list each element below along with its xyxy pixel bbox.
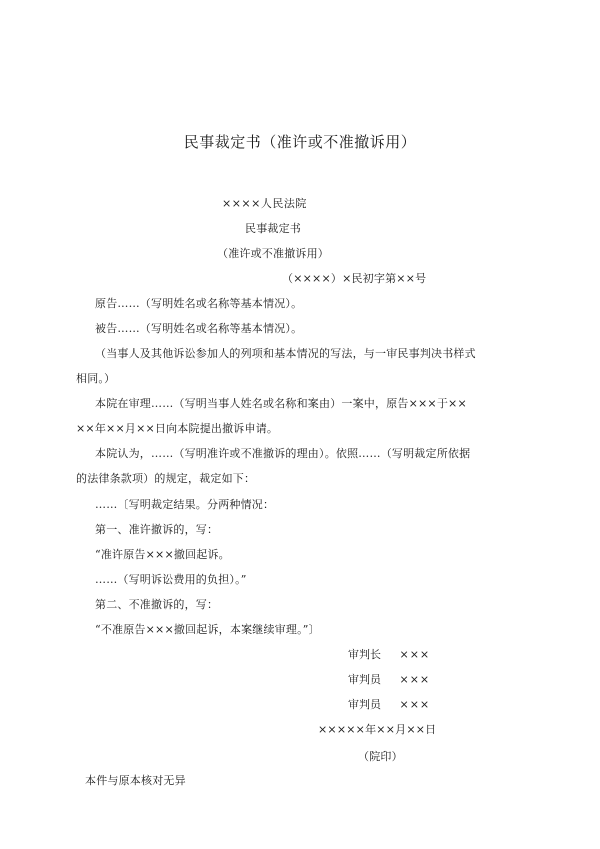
signature-role: 审判长 — [348, 648, 381, 661]
option-1-line-1: “准许原告×××撤回起诉。 — [95, 548, 230, 561]
document-subtype: （准许或不准撤诉用） — [217, 247, 329, 260]
case-line-2: ××年××月××日向本院提出撤诉申请。 — [76, 422, 279, 435]
court-name: ××××人民法院 — [222, 197, 307, 210]
signature-judge-1 — [348, 673, 430, 687]
signature-name: ××× — [399, 648, 431, 661]
signature-role: 审判员 — [348, 698, 381, 711]
signature-role: 审判员 — [348, 673, 381, 686]
reason-line-2: 的法律条款项）的规定，裁定如下： — [76, 472, 256, 485]
document-title: 民事裁定书（准许或不准撤诉用） — [183, 133, 417, 151]
document-type: 民事裁定书 — [245, 222, 301, 235]
case-line-1: 本院在审理……（写明当事人姓名或名称和案由）一案中，原告×××于×× — [95, 397, 467, 410]
option-1-line-2: ……（写明诉讼费用的负担）。” — [95, 573, 247, 586]
note-line-2: 相同。） — [76, 372, 116, 385]
signature-name: ××× — [399, 698, 431, 711]
court-seal: （院印） — [358, 750, 403, 763]
defendant-line: 被告……（写明姓名或名称等基本情况）。 — [95, 322, 303, 335]
plaintiff-line: 原告……（写明姓名或名称等基本情况）。 — [95, 297, 303, 310]
signature-name: ××× — [399, 673, 431, 686]
note-line-1: （当事人及其他诉讼参加人的列项和基本情况的写法，与一审民事判决书样式 — [95, 347, 476, 360]
signature-chief-judge — [348, 648, 430, 662]
ruling-date: ×××××年××月××日 — [318, 723, 437, 736]
signature-judge-2 — [348, 698, 430, 712]
certification-note: 本件与原本核对无异 — [85, 774, 186, 787]
reason-line-1: 本院认为，……（写明准许或不准撤诉的理由）。依照……（写明裁定所依据 — [95, 447, 471, 460]
case-number: （××××）×民初字第××号 — [282, 272, 427, 285]
option-2-heading: 第二、不准撤诉的，写： — [95, 598, 219, 611]
option-1-heading: 第一、准许撤诉的，写： — [95, 523, 219, 536]
result-intro: ……〔写明裁定结果。分两种情况： — [95, 498, 275, 511]
option-2-line-1: “不准原告×××撤回起诉，本案继续审理。”〕 — [95, 623, 320, 636]
